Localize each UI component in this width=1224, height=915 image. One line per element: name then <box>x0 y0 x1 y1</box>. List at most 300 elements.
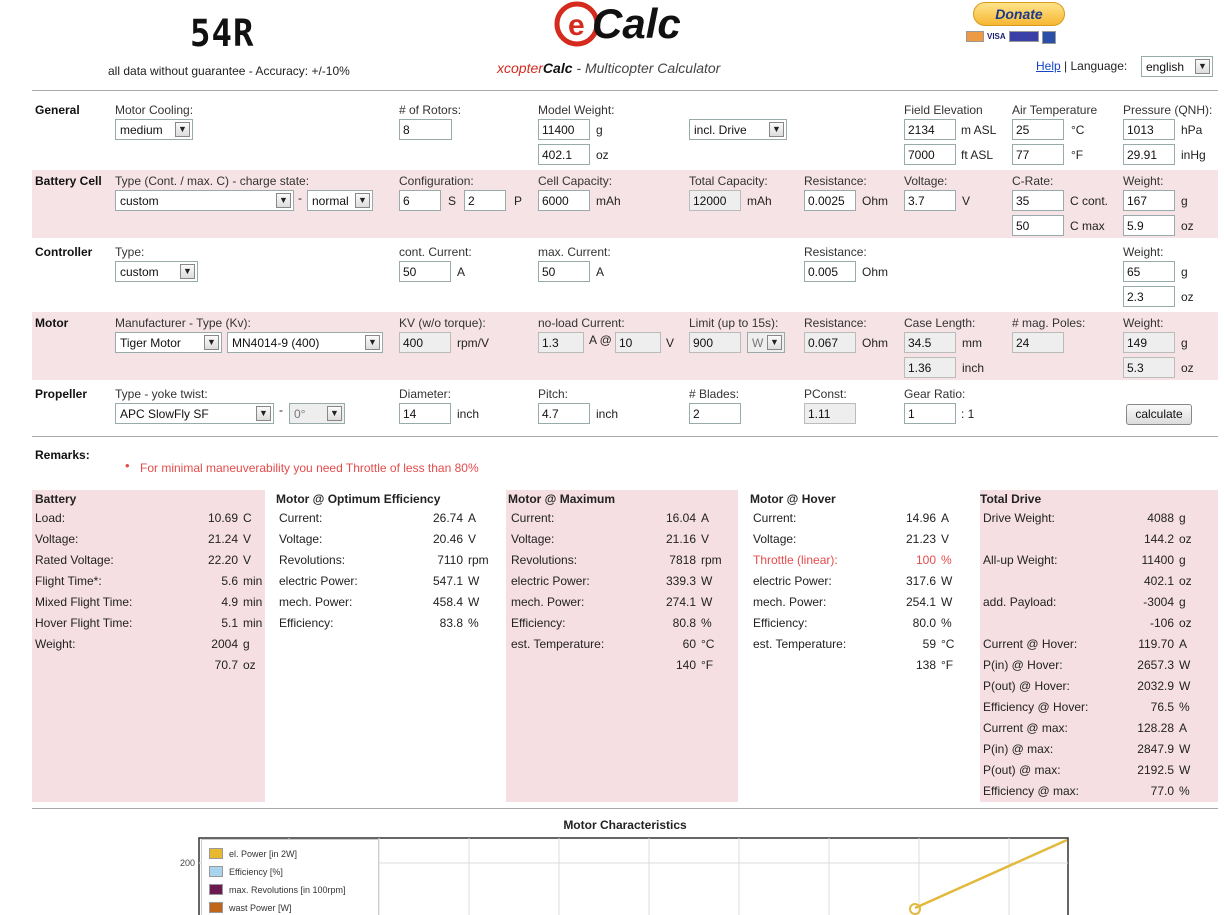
result-row-unit: oz <box>243 658 256 672</box>
calculate-button[interactable] <box>1126 404 1192 425</box>
unit-ohm: Ohm <box>862 265 889 279</box>
result-row-label: Voltage: <box>279 532 323 546</box>
yoke-twist-value: 0° <box>294 407 306 421</box>
result-row-unit: % <box>1179 700 1190 714</box>
legend-item <box>209 902 292 913</box>
case-length-label: Case Length: <box>904 316 976 330</box>
section-controller: Controller <box>35 245 93 259</box>
result-row-value: 7818 <box>669 553 696 567</box>
y-tick-label: 200 <box>179 858 195 868</box>
kv-input[interactable]: 400 <box>399 332 451 353</box>
result-row-value: 80.8 <box>672 616 696 630</box>
result-row-unit: % <box>468 616 479 630</box>
chart-title: Motor Characteristics <box>563 818 687 832</box>
counter-display: 54R <box>190 12 255 56</box>
unit-v: V <box>666 336 675 350</box>
result-row-unit: rpm <box>468 553 489 567</box>
battery-type-select[interactable] <box>115 190 294 211</box>
result-row-value: 4088 <box>1147 511 1174 525</box>
model-weight-g-input[interactable]: 11400 <box>538 119 590 140</box>
controller-weight-label: Weight: <box>1123 245 1164 259</box>
result-row-unit: W <box>701 574 713 588</box>
no-load-voltage-input[interactable]: 10 <box>615 332 661 353</box>
result-row-value: 76.5 <box>1150 700 1174 714</box>
elevation-ft-input[interactable]: 7000 <box>904 144 956 165</box>
subtitle-bold: Calc <box>542 60 573 76</box>
result-row-label: Throttle (linear): <box>753 553 838 567</box>
rotors-label: # of Rotors: <box>399 103 462 117</box>
unit-inch: inch <box>596 407 619 421</box>
result-row-label: mech. Power: <box>511 595 585 609</box>
c-cont-input[interactable]: 35 <box>1012 190 1064 211</box>
result-row-unit: V <box>701 532 710 546</box>
result-row-value: 22.20 <box>207 553 238 567</box>
result-row-value: 2847.9 <box>1137 742 1174 756</box>
chevron-down-icon: ▼ <box>276 193 291 208</box>
unit-a: A <box>596 265 605 279</box>
result-row-unit: % <box>941 616 952 630</box>
result-row-label: Current: <box>511 511 555 525</box>
result-row-unit: oz <box>1179 574 1192 588</box>
chevron-down-icon: ▼ <box>175 122 190 137</box>
unit-mm: mm <box>962 336 982 350</box>
result-row-value: 339.3 <box>665 574 696 588</box>
unit-v: V <box>962 194 971 208</box>
limit-input[interactable]: 900 <box>689 332 741 353</box>
battery-resistance-input[interactable]: 0.0025 <box>804 190 856 211</box>
result-row-value: 83.8 <box>439 616 463 630</box>
result-row-value: 26.74 <box>432 511 463 525</box>
result-row-unit: V <box>941 532 950 546</box>
pitch-input[interactable]: 4.7 <box>538 403 590 424</box>
result-row-unit: W <box>701 595 713 609</box>
result-row-unit: g <box>1179 511 1186 525</box>
result-hover-title: Motor @ Hover <box>750 492 836 506</box>
max-current-input[interactable]: 50 <box>538 261 590 282</box>
propeller-type-value: APC SlowFly SF <box>120 407 209 421</box>
result-row-value: 77.0 <box>1150 784 1174 798</box>
result-row-unit: V <box>243 532 252 546</box>
kv-label: KV (w/o torque): <box>399 316 486 330</box>
result-row-label: Voltage: <box>35 532 79 546</box>
result-row-value: 21.23 <box>905 532 936 546</box>
legend-label: Efficiency [%] <box>229 866 283 877</box>
unit-p: P <box>514 194 523 208</box>
limit-label: Limit (up to 15s): <box>689 316 779 330</box>
chevron-down-icon: ▼ <box>180 264 195 279</box>
result-row-value: 547.1 <box>432 574 463 588</box>
case-length-mm-input[interactable]: 34.5 <box>904 332 956 353</box>
result-row-unit: min <box>243 574 263 588</box>
limit-unit-select[interactable] <box>747 332 785 353</box>
controller-weight-g-input[interactable]: 65 <box>1123 261 1175 282</box>
ecalc-logo-icon <box>552 0 702 48</box>
result-row-unit: A <box>1179 721 1188 735</box>
result-row-unit: % <box>941 553 952 567</box>
dash: - <box>298 191 302 205</box>
cell-capacity-input[interactable]: 6000 <box>538 190 590 211</box>
result-row-value: -3004 <box>1143 595 1174 609</box>
result-row-unit: rpm <box>701 553 722 567</box>
battery-weight-oz-input[interactable]: 5.9 <box>1123 215 1175 236</box>
result-row-label: mech. Power: <box>279 595 353 609</box>
battery-weight-g-input[interactable]: 167 <box>1123 190 1175 211</box>
result-row-value: 128.28 <box>1137 721 1174 735</box>
motor-manufacturer-value: Tiger Motor <box>120 336 181 350</box>
result-row-label: electric Power: <box>753 574 832 588</box>
result-row-unit: W <box>941 574 953 588</box>
cooling-label: Motor Cooling: <box>115 103 194 117</box>
result-row-label: add. Payload: <box>983 595 1057 609</box>
controller-resistance-label: Resistance: <box>804 245 867 259</box>
result-row-label: Efficiency @ max: <box>983 784 1079 798</box>
subtitle-rest: - Multicopter Calculator <box>572 60 721 76</box>
motor-weight-g-input[interactable]: 149 <box>1123 332 1175 353</box>
results-divider <box>32 808 1218 809</box>
elevation-label: Field Elevation <box>904 103 983 117</box>
section-battery-cell: Battery Cell <box>35 174 102 188</box>
unit-m-asl: m ASL <box>961 123 997 137</box>
motor-type-value: MN4014-9 (400) <box>232 336 320 350</box>
result-row-value: 119.70 <box>1138 637 1174 651</box>
result-row-unit: min <box>243 595 263 609</box>
total-capacity-value: 12000 <box>689 190 741 211</box>
blades-input[interactable]: 2 <box>689 403 741 424</box>
result-row-label: electric Power: <box>279 574 358 588</box>
battery-resistance-label: Resistance: <box>804 174 867 188</box>
result-opt-title: Motor @ Optimum Efficiency <box>276 492 441 506</box>
controller-weight-oz-input[interactable]: 2.3 <box>1123 286 1175 307</box>
result-row-unit: V <box>468 532 477 546</box>
legend-swatch <box>209 848 223 859</box>
controller-type-value: custom <box>120 265 159 279</box>
result-row-value: 59 <box>922 637 936 651</box>
diameter-label: Diameter: <box>399 387 452 401</box>
temp-c-input[interactable]: 25 <box>1012 119 1064 140</box>
result-row-label: Mixed Flight Time: <box>35 595 133 609</box>
result-row-label: Efficiency @ Hover: <box>983 700 1089 714</box>
motor-type-select[interactable] <box>227 332 383 353</box>
result-row-value: 2032.9 <box>1137 679 1174 693</box>
controller-resistance-input[interactable]: 0.005 <box>804 261 856 282</box>
elevation-m-input[interactable]: 2134 <box>904 119 956 140</box>
result-row-value: 21.16 <box>665 532 696 546</box>
donate-label: Donate <box>995 6 1043 22</box>
result-row-value: 402.1 <box>1143 574 1174 588</box>
result-battery-title: Battery <box>35 492 77 506</box>
rotors-input[interactable]: 8 <box>399 119 452 140</box>
unit-a-at: A @ <box>589 333 612 347</box>
unit-g: g <box>1181 265 1188 279</box>
result-row-label: Efficiency: <box>753 616 808 630</box>
result-row-value: 2004 <box>211 637 238 651</box>
configuration-label: Configuration: <box>399 174 474 188</box>
motor-mfr-label: Manufacturer - Type (Kv): <box>115 316 251 330</box>
cells-serial-input[interactable]: 6 <box>399 190 441 211</box>
result-row-unit: A <box>468 511 477 525</box>
disclaimer: all data without guarantee - Accuracy: +/-10% <box>108 64 350 78</box>
cont-current-input[interactable]: 50 <box>399 261 451 282</box>
result-row-unit: g <box>1179 595 1186 609</box>
result-row-label: Efficiency: <box>511 616 566 630</box>
result-row-unit: g <box>1179 553 1186 567</box>
chevron-down-icon: ▼ <box>767 335 782 350</box>
unit-mah: mAh <box>596 194 621 208</box>
result-row-value: 138 <box>915 658 936 672</box>
propeller-type-select[interactable] <box>115 403 274 424</box>
section-general: General <box>35 103 80 117</box>
limit-unit-value: W <box>752 336 764 350</box>
result-row-label: Current: <box>279 511 323 525</box>
pressure-hpa-input[interactable]: 1013 <box>1123 119 1175 140</box>
chevron-down-icon: ▼ <box>327 406 342 421</box>
case-length-inch-input[interactable]: 1.36 <box>904 357 956 378</box>
cooling-value: medium <box>120 123 163 137</box>
unit-inhg: inHg <box>1181 148 1206 162</box>
language-value: english <box>1146 60 1185 74</box>
prop-type-label: Type - yoke twist: <box>115 387 208 401</box>
result-row-label: P(in) @ Hover: <box>983 658 1063 672</box>
result-row-value: 60 <box>682 637 696 651</box>
unit-ft-asl: ft ASL <box>961 148 994 162</box>
result-max-title: Motor @ Maximum <box>508 492 616 506</box>
result-row-unit: W <box>1179 763 1191 777</box>
result-row-label: P(out) @ Hover: <box>983 679 1070 693</box>
result-row-unit: V <box>243 553 252 567</box>
chevron-down-icon: ▼ <box>365 335 380 350</box>
unit-ohm: Ohm <box>862 194 889 208</box>
controller-type-select[interactable] <box>115 261 198 282</box>
result-row-value: 10.69 <box>207 511 238 525</box>
result-row-value: 5.6 <box>221 574 238 588</box>
pressure-inhg-input[interactable]: 29.91 <box>1123 144 1175 165</box>
charge-state-value: normal <box>312 194 349 208</box>
result-row-label: electric Power: <box>511 574 590 588</box>
result-row-unit: oz <box>1179 616 1192 630</box>
unit-hpa: hPa <box>1181 123 1203 137</box>
legend-swatch <box>209 902 223 913</box>
cell-voltage-input[interactable]: 3.7 <box>904 190 956 211</box>
unit-g: g <box>1181 194 1188 208</box>
model-weight-oz-input[interactable]: 402.1 <box>538 144 590 165</box>
result-row-label: Current @ Hover: <box>983 637 1078 651</box>
legend-label: el. Power [in 2W] <box>229 848 298 859</box>
gear-ratio-input[interactable]: 1 <box>904 403 956 424</box>
result-row-label: P(out) @ max: <box>983 763 1061 777</box>
unit-oz: oz <box>1181 361 1194 375</box>
legend-swatch <box>209 884 223 895</box>
result-row-label: Revolutions: <box>279 553 346 567</box>
result-row-value: 5.1 <box>221 616 238 630</box>
unit-g: g <box>596 123 603 137</box>
model-weight-label: Model Weight: <box>538 103 615 117</box>
header-divider <box>32 90 1218 91</box>
result-row-value: 70.7 <box>214 658 238 672</box>
motor-weight-oz-input[interactable]: 5.3 <box>1123 357 1175 378</box>
result-row-unit: min <box>243 616 263 630</box>
result-row-value: 14.96 <box>905 511 936 525</box>
result-row-unit: W <box>1179 679 1191 693</box>
dash: - <box>279 403 283 417</box>
result-row-unit: C <box>243 511 252 525</box>
unit-mah: mAh <box>747 194 772 208</box>
motor-resistance-label: Resistance: <box>804 316 867 330</box>
result-row-label: Drive Weight: <box>983 511 1055 525</box>
c-rate-label: C-Rate: <box>1012 174 1054 188</box>
unit-s: S <box>448 194 457 208</box>
mastercard-icon <box>966 31 984 42</box>
result-row-unit: W <box>941 595 953 609</box>
result-row-value: 458.4 <box>432 595 463 609</box>
language-label: | Language: <box>1060 59 1128 73</box>
legend-item <box>209 866 283 877</box>
donate-button[interactable] <box>973 2 1065 26</box>
cells-parallel-input[interactable]: 2 <box>464 190 506 211</box>
unit-c-cont: C cont. <box>1070 194 1109 208</box>
unit-g: g <box>1181 336 1188 350</box>
cont-current-label: cont. Current: <box>399 245 472 259</box>
cell-voltage-label: Voltage: <box>904 174 948 188</box>
result-row-unit: °F <box>941 658 954 672</box>
result-row-value: 20.46 <box>432 532 463 546</box>
yoke-twist-select[interactable] <box>289 403 345 424</box>
battery-type-value: custom <box>120 194 159 208</box>
result-row-unit: A <box>1179 637 1188 651</box>
result-row-value: 317.6 <box>905 574 936 588</box>
remark-bullet: • <box>125 458 130 473</box>
no-load-current-label: no-load Current: <box>538 316 625 330</box>
result-row-label: All-up Weight: <box>983 553 1058 567</box>
drive-value: incl. Drive <box>694 123 747 137</box>
result-row-value: 140 <box>675 658 696 672</box>
help-language <box>1036 59 1127 73</box>
max-current-label: max. Current: <box>538 245 611 259</box>
result-row-value: 16.04 <box>665 511 696 525</box>
result-row-unit: W <box>1179 658 1191 672</box>
unit-c-max: C max <box>1070 219 1105 233</box>
remarks-title: Remarks: <box>35 448 90 462</box>
visa-icon: VISA <box>987 32 1006 41</box>
result-row-value: 144.2 <box>1143 532 1174 546</box>
result-row-unit: W <box>468 595 480 609</box>
result-row-unit: °F <box>701 658 714 672</box>
result-row-label: est. Temperature: <box>511 637 605 651</box>
payment-icons <box>966 31 1056 44</box>
unit-oz: oz <box>596 148 609 162</box>
unit-inch: inch <box>962 361 985 375</box>
language-select[interactable] <box>1141 56 1213 77</box>
mag-poles-input[interactable]: 24 <box>1012 332 1064 353</box>
svg-text:Calc: Calc <box>592 0 681 47</box>
result-row-unit: W <box>468 574 480 588</box>
result-total-title: Total Drive <box>980 492 1042 506</box>
result-row-value: 80.0 <box>912 616 936 630</box>
result-row-label: mech. Power: <box>753 595 827 609</box>
result-row-unit: A <box>941 511 950 525</box>
result-row-unit: A <box>701 511 710 525</box>
bank-card-icon <box>1042 31 1056 44</box>
motor-chart <box>170 836 1070 915</box>
pconst-input[interactable]: 1.11 <box>804 403 856 424</box>
legend-item <box>209 884 346 895</box>
unit-oz: oz <box>1181 290 1194 304</box>
unit-ohm: Ohm <box>862 336 889 350</box>
chevron-down-icon: ▼ <box>204 335 219 350</box>
result-row-label: est. Temperature: <box>753 637 847 651</box>
result-row-label: Revolutions: <box>511 553 578 567</box>
result-row-unit: W <box>1179 742 1191 756</box>
gear-ratio-label: Gear Ratio: <box>904 387 966 401</box>
result-row-label: Efficiency: <box>279 616 334 630</box>
blades-label: # Blades: <box>689 387 740 401</box>
result-row-label: Current @ max: <box>983 721 1068 735</box>
unit-oz: oz <box>1181 219 1194 233</box>
result-row-label: Flight Time*: <box>35 574 102 588</box>
ecalc-logo[interactable] <box>552 0 702 48</box>
cooling-select[interactable] <box>115 119 193 140</box>
gear-ratio-unit: : 1 <box>961 407 975 421</box>
result-row-unit: g <box>243 637 250 651</box>
temp-f-input[interactable]: 77 <box>1012 144 1064 165</box>
motor-weight-label: Weight: <box>1123 316 1164 330</box>
form-divider <box>32 436 1218 437</box>
battery-type-label: Type (Cont. / max. C) - charge state: <box>115 174 310 188</box>
charge-state-select[interactable] <box>307 190 373 211</box>
subtitle-prefix: xcopter <box>497 60 543 76</box>
result-row-label: Hover Flight Time: <box>35 616 133 630</box>
legend-label: wast Power [W] <box>229 902 292 913</box>
calculate-label: calculate <box>1135 407 1183 421</box>
legend-item <box>209 848 297 859</box>
chevron-down-icon: ▼ <box>1195 59 1210 74</box>
result-row-value: 4.9 <box>221 595 238 609</box>
result-row-label: Current: <box>753 511 797 525</box>
legend-label: max. Revolutions [in 100rpm] <box>229 884 346 895</box>
result-row-value: 100 <box>915 553 936 567</box>
result-row-label: Rated Voltage: <box>35 553 114 567</box>
result-row-unit: oz <box>1179 532 1192 546</box>
result-row-label: Load: <box>35 511 66 525</box>
result-row-value: 2192.5 <box>1137 763 1174 777</box>
cell-capacity-label: Cell Capacity: <box>538 174 613 188</box>
motor-manufacturer-select[interactable] <box>115 332 222 353</box>
unit-c: °C <box>1071 123 1085 137</box>
motor-resistance-input[interactable]: 0.067 <box>804 332 856 353</box>
result-row-value: 11400 <box>1141 553 1174 567</box>
diameter-input[interactable]: 14 <box>399 403 451 424</box>
result-row-value: 254.1 <box>905 595 936 609</box>
unit-inch: inch <box>457 407 480 421</box>
result-row-value: -106 <box>1149 616 1174 630</box>
c-max-input[interactable]: 50 <box>1012 215 1064 236</box>
no-load-current-input[interactable]: 1.3 <box>538 332 584 353</box>
help-link[interactable]: Help <box>1036 59 1061 73</box>
unit-a: A <box>457 265 466 279</box>
svg-text:e: e <box>568 9 585 42</box>
section-motor: Motor <box>35 316 69 330</box>
app-subtitle <box>497 60 720 76</box>
unit-rpm-v: rpm/V <box>457 336 490 350</box>
result-row-value: 7110 <box>437 553 463 567</box>
pressure-label: Pressure (QNH): <box>1123 103 1213 117</box>
drive-select[interactable] <box>689 119 787 140</box>
result-row-unit: % <box>1179 784 1190 798</box>
pitch-label: Pitch: <box>538 387 569 401</box>
pconst-label: PConst: <box>804 387 847 401</box>
result-row-unit: °C <box>701 637 715 651</box>
result-row-value: 2657.3 <box>1137 658 1174 672</box>
remark-item: For minimal maneuverability you need Throttle of less than 80% <box>140 461 479 475</box>
